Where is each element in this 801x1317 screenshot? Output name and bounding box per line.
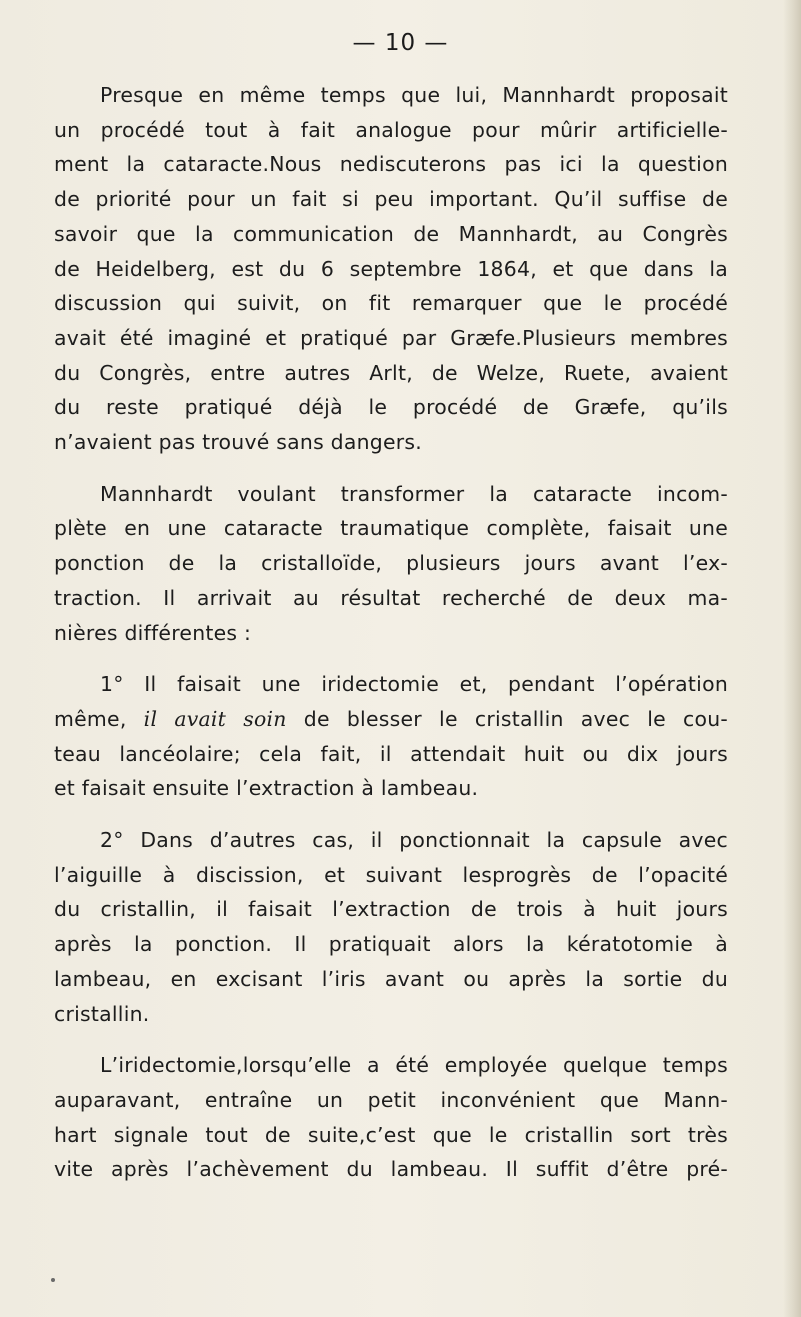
- text-line: teau lancéolaire; cela fait, il attendait huit ou dix jours: [54, 741, 728, 766]
- text-line: ment la cataracte.Nous nediscuterons pas ici la question: [54, 152, 728, 177]
- italic-emphasis: il avait soin: [143, 706, 287, 731]
- text-line: auparavant, entraîne un petit inconvénient que Mann-: [54, 1087, 728, 1112]
- text-line: savoir que la communication de Mannhardt, au Congrès: [54, 221, 728, 246]
- text-line: Presque en même temps que lui, Mannhardt proposait: [100, 83, 728, 107]
- text-line: l’aiguille à discission, et suivant lesprogrès de l’opacité: [54, 862, 728, 887]
- page-edge-shadow: [783, 0, 801, 1317]
- text-line: cristallin.: [54, 1001, 150, 1026]
- paragraph-4: [54, 823, 728, 1031]
- page-number: — 10 —: [352, 30, 449, 56]
- text-line: du reste pratiqué déjà le procédé de Græfe, qu’ils: [54, 395, 728, 420]
- text-line: n’avaient pas trouvé sans dangers.: [54, 430, 423, 455]
- text-line: traction. Il arrivait au résultat recherché de deux ma-: [54, 585, 728, 610]
- text-line: lambeau, en excisant l’iris avant ou après la sortie du: [54, 966, 728, 991]
- body-text: [54, 78, 728, 1187]
- text-line: L’iridectomie,lorsqu’elle a été employée quelque temps: [100, 1053, 728, 1078]
- text-line-with-italic: même, il avait soin de blesser le cristallin avec le cou-: [54, 706, 729, 731]
- text-line: Mannhardt voulant transformer la cataracte incom-: [100, 481, 728, 506]
- text-line: nières différentes :: [54, 620, 252, 645]
- text-line: du cristallin, il faisait l’extraction de trois à huit jours: [54, 897, 728, 922]
- paragraph-2: [54, 477, 728, 651]
- text-line: de priorité pour un fait si peu important. Qu’il suffise de: [54, 187, 728, 212]
- text-line: hart signale tout de suite,c’est que le cristallin sort très: [54, 1122, 728, 1147]
- text-line: et faisait ensuite l’extraction à lambeau.: [54, 776, 479, 801]
- ink-speck: [51, 1278, 55, 1282]
- text-line: plète en une cataracte traumatique complète, faisait une: [54, 516, 728, 541]
- text-line: vite après l’achèvement du lambeau. Il suffit d’être pré-: [54, 1157, 728, 1182]
- paragraph-3: [54, 667, 728, 806]
- text-line: après la ponction. Il pratiquait alors la kératotomie à: [54, 932, 728, 957]
- text-line: avait été imaginé et pratiqué par Græfe.Plusieurs membres: [54, 325, 728, 350]
- text-line: de Heidelberg, est du 6 septembre 1864, et que dans la: [54, 256, 728, 281]
- text-line: 1° Il faisait une iridectomie et, pendant l’opération: [100, 672, 728, 697]
- text-line: 2° Dans d’autres cas, il ponctionnait la capsule avec: [100, 828, 728, 853]
- text-line: discussion qui suivit, on fit remarquer que le procédé: [54, 291, 728, 316]
- text-line: un procédé tout à fait analogue pour mûrir artificielle-: [54, 117, 728, 142]
- text-line: du Congrès, entre autres Arlt, de Welze, Ruete, avaient: [54, 360, 728, 385]
- paragraph-1: [54, 78, 728, 460]
- paragraph-5: [54, 1048, 728, 1187]
- text-line: ponction de la cristalloïde, plusieurs jours avant l’ex-: [54, 551, 728, 576]
